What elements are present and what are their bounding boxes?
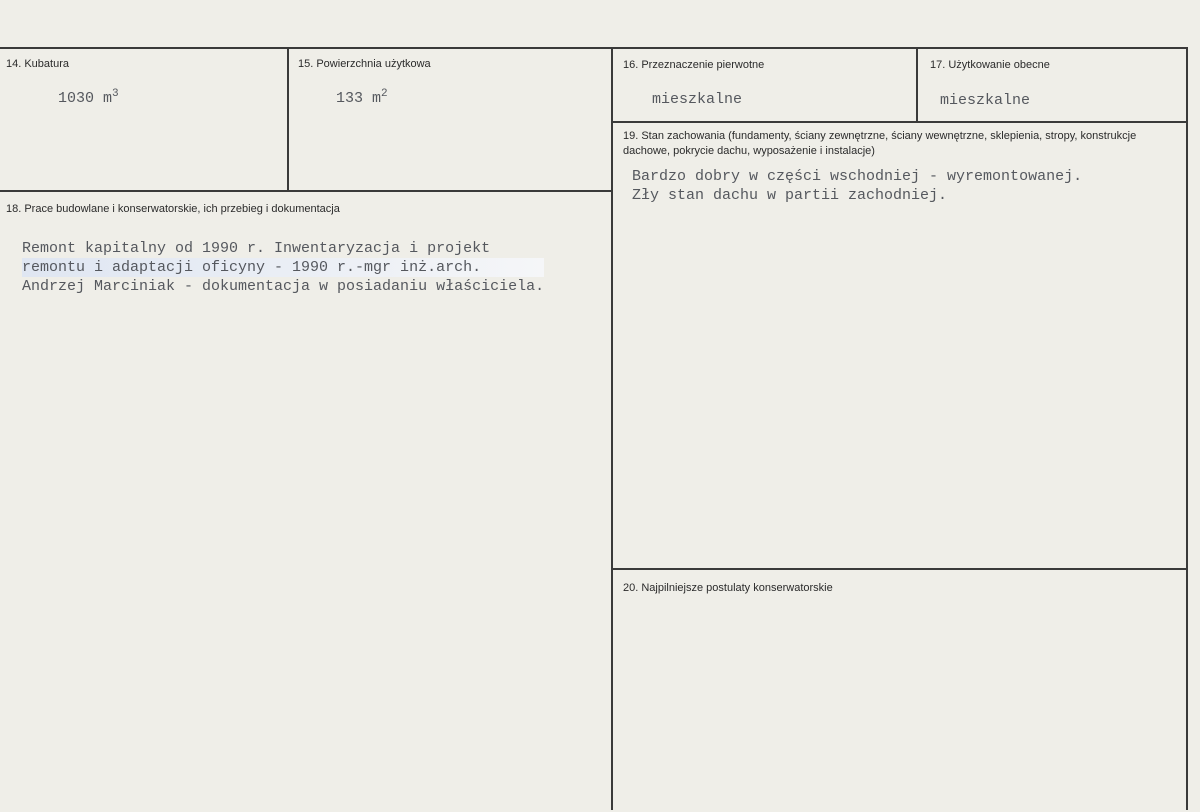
field-18-line-1: Remont kapitalny od 1990 r. Inwentaryzacja i projekt	[22, 240, 491, 257]
field-19-line-1: Bardzo dobry w części wschodniej - wyremontowanej.	[632, 168, 1083, 185]
right-upper-rule	[613, 121, 1188, 123]
field-15-value	[336, 88, 388, 107]
field-16-value: mieszkalne	[652, 91, 743, 108]
right-edge-rule	[1186, 47, 1188, 810]
field-14-value	[58, 88, 119, 107]
field-19-text	[632, 167, 1082, 205]
field-15-value-exponent: 2	[381, 88, 388, 100]
center-divider	[611, 47, 613, 810]
field-18-line-3: Andrzej Marciniak - dokumentacja w posiadaniu właściciela.	[22, 278, 545, 295]
right-lower-rule	[613, 568, 1188, 570]
field-14-label: 14. Kubatura	[6, 58, 69, 70]
field-15-value-text: 133 m	[336, 90, 382, 107]
field-18-label: 18. Prace budowlane i konserwatorskie, ich przebieg i dokumentacja	[6, 203, 340, 215]
field-14-value-exponent: 3	[112, 88, 119, 100]
field-17-label: 17. Użytkowanie obecne	[930, 59, 1050, 71]
field-15-label: 15. Powierzchnia użytkowa	[298, 58, 431, 70]
top-rule	[0, 47, 1188, 49]
divider-16-17	[916, 47, 918, 122]
divider-14-15	[287, 47, 289, 191]
field-16-label: 16. Przeznaczenie pierwotne	[623, 59, 765, 71]
field-14-value-text: 1030 m	[58, 90, 113, 107]
field-19-line-2: Zły stan dachu w partii zachodniej.	[632, 187, 948, 204]
field-18-text	[22, 239, 544, 296]
field-17-value: mieszkalne	[940, 92, 1031, 109]
field-19-label: 19. Stan zachowania (fundamenty, ściany zewnętrzne, ściany wewnętrzne, sklepienia, stropy, konstrukcje dachowe, pokrycie dachu, wyposażenie i instalacje)	[623, 130, 1137, 157]
field-20-label: 20. Najpilniejsze postulaty konserwatorskie	[623, 582, 833, 594]
field-18-line-2: remontu i adaptacji oficyny - 1990 r.-mgr inż.arch.	[22, 258, 544, 277]
left-mid-rule	[0, 190, 613, 192]
